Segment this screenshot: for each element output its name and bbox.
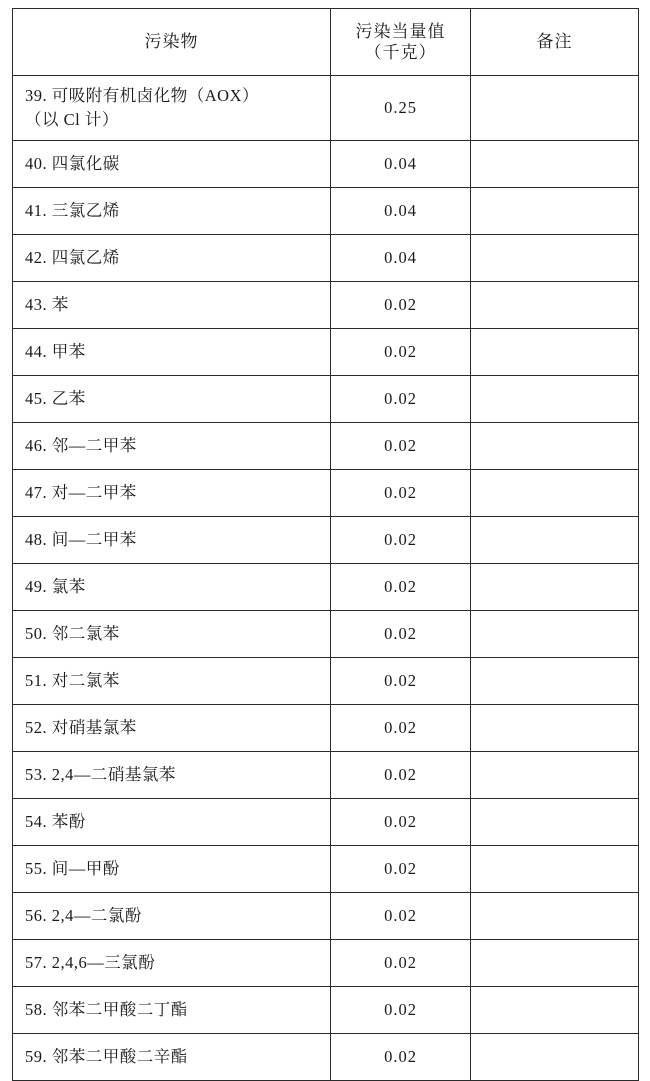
cell-remark (471, 752, 639, 799)
cell-remark (471, 282, 639, 329)
cell-pollutant-name (13, 76, 331, 141)
cell-equivalent-value: 0.02 (331, 470, 471, 517)
cell-equivalent-value: 0.04 (331, 235, 471, 282)
cell-remark (471, 329, 639, 376)
cell-pollutant-name (13, 987, 331, 1034)
table-row (13, 235, 639, 282)
cell-remark (471, 799, 639, 846)
cell-remark (471, 423, 639, 470)
cell-equivalent-value: 0.02 (331, 799, 471, 846)
cell-equivalent-value: 0.02 (331, 752, 471, 799)
pollutant-name-line1: 49. 氯苯 (25, 577, 86, 597)
cell-pollutant-name (13, 893, 331, 940)
pollutant-name-line1: 41. 三氯乙烯 (25, 201, 120, 221)
column-header-pollutant (13, 9, 331, 76)
table-row (13, 564, 639, 611)
cell-pollutant-name (13, 282, 331, 329)
cell-remark (471, 705, 639, 752)
pollutant-name-line1: 44. 甲苯 (25, 342, 86, 362)
cell-remark (471, 141, 639, 188)
cell-equivalent-value: 0.02 (331, 282, 471, 329)
table-row (13, 517, 639, 564)
pollutant-name-line1: 53. 2,4—二硝基氯苯 (25, 765, 176, 785)
cell-remark (471, 564, 639, 611)
table-row (13, 611, 639, 658)
table-row (13, 329, 639, 376)
cell-pollutant-name (13, 658, 331, 705)
table-row (13, 846, 639, 893)
cell-equivalent-value: 0.02 (331, 705, 471, 752)
cell-pollutant-name (13, 235, 331, 282)
cell-equivalent-value: 0.02 (331, 376, 471, 423)
pollutant-name-line1: 55. 间—甲酚 (25, 859, 120, 879)
column-header-pollutant-label: 污染物 (144, 32, 199, 52)
cell-equivalent-value: 0.02 (331, 987, 471, 1034)
cell-equivalent-value: 0.02 (331, 329, 471, 376)
cell-equivalent-value: 0.04 (331, 188, 471, 235)
cell-equivalent-value: 0.02 (331, 611, 471, 658)
column-header-equivalent-line1: 污染当量值 (355, 21, 446, 41)
table-row (13, 752, 639, 799)
pollutant-name-line1: 43. 苯 (25, 295, 69, 315)
pollutant-name-line1: 46. 邻—二甲苯 (25, 436, 137, 456)
table-header (13, 9, 639, 76)
column-header-remark-label: 备注 (536, 32, 573, 52)
table-row (13, 141, 639, 188)
pollutant-name-line1: 59. 邻苯二甲酸二辛酯 (25, 1047, 188, 1067)
cell-remark (471, 376, 639, 423)
table-row (13, 282, 639, 329)
pollutant-name-line1: 51. 对二氯苯 (25, 671, 120, 691)
cell-pollutant-name (13, 611, 331, 658)
pollutant-name-line2: （以 Cl 计） (25, 110, 119, 129)
pollutant-name-line1: 48. 间—二甲苯 (25, 530, 137, 550)
column-header-remark (471, 9, 639, 76)
cell-pollutant-name (13, 564, 331, 611)
cell-equivalent-value: 0.02 (331, 893, 471, 940)
pollutant-name-line1: 57. 2,4,6—三氯酚 (25, 953, 156, 973)
table-body (13, 76, 639, 1081)
cell-equivalent-value: 0.02 (331, 517, 471, 564)
cell-equivalent-value: 0.25 (331, 76, 471, 141)
table-row (13, 470, 639, 517)
pollutant-name-line1: 56. 2,4—二氯酚 (25, 906, 142, 926)
table-row (13, 705, 639, 752)
cell-remark (471, 1034, 639, 1081)
cell-equivalent-value: 0.02 (331, 658, 471, 705)
pollutant-name-line1: 50. 邻二氯苯 (25, 624, 120, 644)
column-header-equivalent-value (331, 9, 471, 76)
pollutant-name-line1: 39. 可吸附有机卤化物（AOX） (25, 86, 259, 106)
cell-remark (471, 470, 639, 517)
cell-remark (471, 846, 639, 893)
cell-remark (471, 987, 639, 1034)
cell-equivalent-value: 0.02 (331, 846, 471, 893)
cell-pollutant-name (13, 470, 331, 517)
cell-pollutant-name (13, 423, 331, 470)
pollutant-equivalent-table (12, 8, 639, 1081)
pollutant-name-line1: 54. 苯酚 (25, 812, 86, 832)
cell-pollutant-name (13, 1034, 331, 1081)
cell-equivalent-value: 0.02 (331, 423, 471, 470)
table-row (13, 658, 639, 705)
cell-pollutant-name (13, 188, 331, 235)
table-header-row (13, 9, 639, 76)
cell-remark (471, 940, 639, 987)
cell-remark (471, 188, 639, 235)
table-row (13, 376, 639, 423)
cell-remark (471, 235, 639, 282)
cell-remark (471, 517, 639, 564)
cell-pollutant-name (13, 376, 331, 423)
cell-remark (471, 893, 639, 940)
table-row (13, 76, 639, 141)
cell-pollutant-name (13, 517, 331, 564)
cell-pollutant-name (13, 141, 331, 188)
cell-equivalent-value: 0.02 (331, 940, 471, 987)
pollutant-name-line1: 47. 对—二甲苯 (25, 483, 137, 503)
table-row (13, 940, 639, 987)
cell-pollutant-name (13, 329, 331, 376)
table-row (13, 423, 639, 470)
cell-pollutant-name (13, 846, 331, 893)
cell-pollutant-name (13, 705, 331, 752)
cell-equivalent-value: 0.02 (331, 564, 471, 611)
table-row (13, 987, 639, 1034)
table-row (13, 799, 639, 846)
pollutant-name-line1: 40. 四氯化碳 (25, 154, 120, 174)
cell-remark (471, 76, 639, 141)
cell-equivalent-value: 0.04 (331, 141, 471, 188)
cell-pollutant-name (13, 940, 331, 987)
cell-pollutant-name (13, 752, 331, 799)
cell-remark (471, 611, 639, 658)
pollutant-name-line1: 42. 四氯乙烯 (25, 248, 120, 268)
cell-pollutant-name (13, 799, 331, 846)
column-header-equivalent-line2: （千克） (364, 43, 437, 62)
pollutant-name-line1: 45. 乙苯 (25, 389, 86, 409)
pollutant-name-line1: 58. 邻苯二甲酸二丁酯 (25, 1000, 188, 1020)
cell-remark (471, 658, 639, 705)
pollutant-name-line1: 52. 对硝基氯苯 (25, 718, 137, 738)
table-row (13, 893, 639, 940)
table-row (13, 1034, 639, 1081)
cell-equivalent-value: 0.02 (331, 1034, 471, 1081)
table-row (13, 188, 639, 235)
